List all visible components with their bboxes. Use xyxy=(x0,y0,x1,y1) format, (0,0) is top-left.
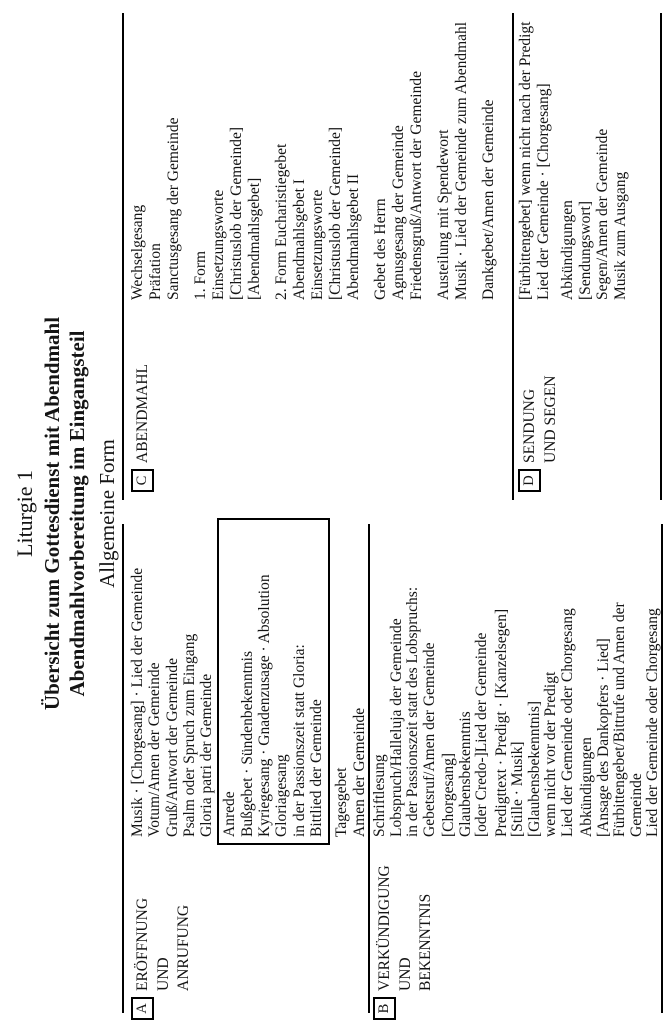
document-subtitle: Allgemeine Form xyxy=(95,439,119,588)
rule-top-left xyxy=(122,524,124,1013)
liturgy-line: Austeilung mit Spendewort xyxy=(435,129,452,300)
section-letter-box: C xyxy=(131,469,154,492)
liturgy-line: [Sendungswort] xyxy=(576,200,594,300)
section-label-line xyxy=(131,364,154,492)
liturgy-line: Lied der Gemeinde oder Chorgesang xyxy=(558,608,576,837)
liturgy-line: Abkündigungen xyxy=(578,737,595,837)
liturgy-line: Kyriegesang · Gnadenzusage · Absolution xyxy=(256,574,274,837)
liturgy-line: 1. Form xyxy=(192,250,209,300)
section-content-d xyxy=(517,22,636,301)
section-label-line: UND xyxy=(155,957,172,991)
liturgy-line: Wechselgesang xyxy=(129,204,146,300)
liturgy-line: [Stille · Musik] xyxy=(509,741,526,837)
liturgy-line: Glaubensbekenntnis xyxy=(456,711,474,837)
liturgy-line: Friedensgruß/Antwort der Gemeinde xyxy=(408,71,425,300)
section-label-a xyxy=(131,898,194,1020)
liturgy-group xyxy=(192,22,264,300)
liturgy-line: [Christuslob der Gemeinde] xyxy=(327,126,344,300)
section-label-d xyxy=(518,376,561,492)
liturgy-line: Musik · [Chorgesang] · Lied der Gemeinde xyxy=(129,567,146,837)
liturgy-group xyxy=(559,22,629,301)
section-label-line: UND SEGEN xyxy=(542,375,559,463)
section-letter-box: D xyxy=(518,469,541,492)
section-content-a xyxy=(129,518,368,837)
liturgy-line: in der Passionszeit statt Gloria: xyxy=(290,644,308,837)
liturgy-group xyxy=(517,22,552,301)
liturgy-group xyxy=(372,22,426,300)
liturgy-line: Gemeinde xyxy=(627,773,645,837)
liturgy-group xyxy=(273,22,363,300)
liturgy-line: Musik · Lied der Gemeinde zum Abendmahl xyxy=(453,21,470,300)
liturgy-line: Fürbittengebet/Bittrufe und Amen der xyxy=(611,602,628,837)
liturgy-group xyxy=(372,587,438,837)
liturgy-group xyxy=(129,518,215,837)
section-label-text: ERÖFFNUNG xyxy=(134,897,151,991)
liturgy-line: Einsetzungsworte xyxy=(309,189,326,300)
document-title-line-2: Abendmahlvorbereitung im Eingangsteil xyxy=(65,330,89,697)
section-label-line xyxy=(518,376,541,492)
liturgy-line: Schriftlesung xyxy=(371,754,388,837)
liturgy-group xyxy=(333,518,368,837)
section-label-text: SENDUNG xyxy=(521,388,538,463)
liturgy-line: Bittlied der Gemeinde xyxy=(307,699,325,837)
rule-top-right xyxy=(122,13,124,500)
section-label-text: ABENDMAHL xyxy=(134,363,151,463)
liturgy-line: 2. Form Eucharistiegebet xyxy=(273,143,290,300)
liturgy-line: [Christuslob der Gemeinde] xyxy=(228,126,245,300)
liturgy-line: Gruß/Antwort der Gemeinde xyxy=(163,657,181,837)
rule-between-a-b xyxy=(368,524,370,1013)
liturgy-line: Tagesgebet xyxy=(333,767,351,837)
liturgy-line: Bußgebet · Sündenbekenntnis xyxy=(238,651,256,837)
liturgy-line: Musik zum Ausgang xyxy=(611,171,629,300)
rule-bottom-right xyxy=(660,13,662,500)
section-label-text: VERKÜNDIGUNG xyxy=(376,865,393,991)
document-title-line-1: Übersicht zum Gottesdienst mit Abendmahl xyxy=(40,316,64,711)
liturgy-line: Gloria patri der Gemeinde xyxy=(198,673,216,837)
title-block xyxy=(10,0,120,1027)
liturgy-line: Einsetzungsworte xyxy=(210,189,227,300)
section-label-line: UND xyxy=(397,957,414,991)
liturgy-line: Gloriagesang xyxy=(273,754,291,837)
liturgy-line: Gebetsruf/Amen der Gemeinde xyxy=(420,642,438,837)
liturgy-line: Lobspruch/Halleluja der Gemeinde xyxy=(387,618,405,837)
liturgy-group xyxy=(129,22,183,300)
liturgy-line: [oder Credo-]Lied der Gemeinde xyxy=(473,632,490,837)
section-label-line: ANRUFUNG xyxy=(175,904,192,991)
liturgy-line: Psalm oder Spruch zum Eingang xyxy=(180,633,198,837)
liturgy-group-boxed xyxy=(217,518,330,845)
liturgy-line: wenn nicht vor der Predigt xyxy=(542,671,559,837)
section-content-c xyxy=(129,22,507,300)
liturgy-line: [Glaubensbekenntnis] xyxy=(525,700,543,837)
liturgy-line: Votum/Amen der Gemeinde xyxy=(146,662,164,837)
section-letter-box: B xyxy=(373,997,396,1020)
liturgy-line: Dankgebet/Amen der Gemeinde xyxy=(480,99,497,300)
liturgy-group xyxy=(494,587,577,837)
section-label-b xyxy=(373,865,436,1020)
liturgy-line: Präfation xyxy=(147,243,164,300)
liturgy-line: Gebet des Herrn xyxy=(372,198,389,300)
liturgy-line: [Ansage des Dankopfers · Lied] xyxy=(594,638,612,837)
section-letter-box: A xyxy=(131,997,154,1020)
liturgy-group xyxy=(579,587,662,837)
liturgy-line: Abendmahlsgebet I xyxy=(291,179,308,300)
liturgy-line: Anrede xyxy=(221,791,239,837)
liturgy-line: Amen der Gemeinde xyxy=(350,707,368,837)
liturgy-group xyxy=(441,587,491,837)
section-label-c xyxy=(131,364,154,492)
liturgy-line: [Chorgesang] xyxy=(440,752,457,837)
section-label-line xyxy=(131,898,154,1020)
liturgy-line: [Abendmahlsgebet] xyxy=(246,177,263,300)
liturgy-line: [Fürbittengebet] wenn nicht nach der Predigt xyxy=(517,21,534,300)
liturgy-line: Abkündigungen xyxy=(559,200,576,300)
liturgy-line: Abendmahlsgebet II xyxy=(345,173,362,300)
rule-between-c-d xyxy=(512,13,514,500)
liturgy-line: Predigttext · Predigt · [Kanzelsegen] xyxy=(492,608,510,837)
section-label-line xyxy=(373,865,396,1020)
liturgy-line: in der Passionszeit statt des Lobspruchs: xyxy=(404,586,421,837)
liturgy-line: Lied der Gemeinde · [Chorgesang] xyxy=(534,83,552,300)
section-content-b xyxy=(372,587,665,837)
liturgy-group xyxy=(480,22,498,300)
liturgy-line: Agnusgesang der Gemeinde xyxy=(390,125,407,300)
liturgy-group xyxy=(435,22,471,300)
liturgy-line: Sanctusgesang der Gemeinde xyxy=(165,117,182,300)
section-label-line: BEKENNTNIS xyxy=(417,893,434,991)
liturgy-line: Segen/Amen der Gemeinde xyxy=(594,128,611,300)
liturgy-line: Lied der Gemeinde oder Chorgesang xyxy=(644,608,661,837)
document-kicker: Liturgie 1 xyxy=(12,470,37,557)
